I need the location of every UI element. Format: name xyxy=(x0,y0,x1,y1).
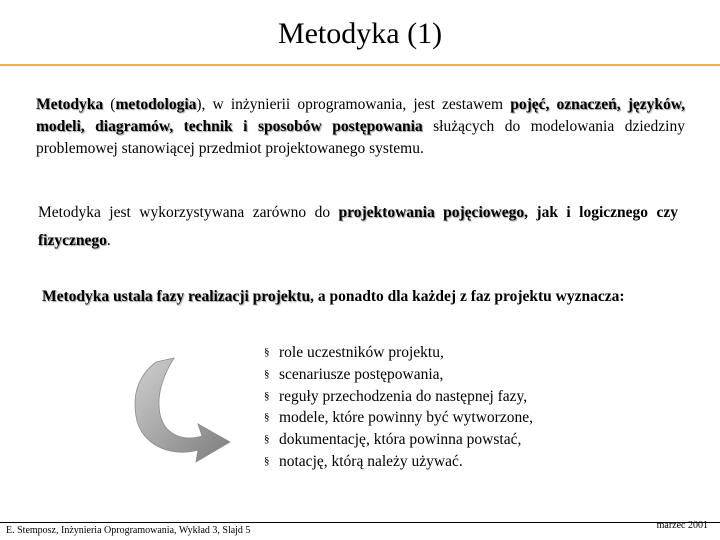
term-physical: fizycznego xyxy=(38,232,107,249)
list-item-text: scenariusze postępowania, xyxy=(279,365,444,383)
text-fragment: ( xyxy=(103,96,116,113)
list-item xyxy=(264,386,533,408)
list-item xyxy=(264,342,533,364)
phase-requirements-list xyxy=(264,342,533,473)
curved-arrow-icon xyxy=(126,354,236,464)
term-metodologia: metodologia xyxy=(115,96,197,113)
text-fragment: , a ponadto dla każdej z faz projektu wyznacza: xyxy=(310,288,625,305)
list-item xyxy=(264,451,533,473)
page-title: Metodyka (1) xyxy=(277,17,443,50)
bullet-mark: § xyxy=(264,454,270,467)
text-fragment: czy xyxy=(648,204,678,221)
paragraph-definition xyxy=(36,94,685,160)
text-fragment: ), w inżynierii oprogramowania, jest zestawem xyxy=(196,96,511,113)
paragraph-phases xyxy=(42,286,672,308)
list-item-text: role uczestników projektu, xyxy=(279,344,444,361)
list-item-text: dokumentację, która powinna powstać, xyxy=(279,431,522,449)
term-conceptual: projektowania pojęciowego xyxy=(338,204,525,221)
list-item xyxy=(264,407,533,429)
text-fragment: , jak i xyxy=(524,204,580,221)
bullet-mark: § xyxy=(264,411,270,424)
term-metodyka: Metodyka xyxy=(42,288,110,305)
term-phases: ustala fazy realizacji projektu xyxy=(113,288,311,305)
paragraph-usage xyxy=(38,199,678,255)
term-logical: logicznego xyxy=(579,204,649,221)
footer-credit: E. Stemposz, Inżynieria Oprogramowania, Wykład 3, Slajd 5 xyxy=(6,525,251,536)
list-item-text: reguły przechodzenia do następnej fazy, xyxy=(279,387,528,405)
list-item xyxy=(264,429,533,451)
bullet-mark: § xyxy=(264,346,270,358)
title-divider xyxy=(0,64,720,66)
term-metodyka: Metodyka xyxy=(36,96,104,113)
list-item xyxy=(264,364,533,386)
bullet-mark: § xyxy=(264,389,270,402)
bullet-mark: § xyxy=(264,433,270,446)
text-fragment: Metodyka jest wykorzystywana zarówno do xyxy=(38,204,339,221)
text-fragment: . xyxy=(106,232,111,249)
footer-date: marzec 2001 xyxy=(656,520,708,531)
list-item-text: modele, które powinny być wytworzone, xyxy=(279,409,533,427)
footer-divider xyxy=(0,522,720,523)
term-list: pojęć, oznaczeń, języków, modeli, diagramów, technik i sposobów postępowania xyxy=(36,96,685,135)
list-item-text: notację, którą należy używać. xyxy=(279,452,463,470)
bullet-mark: § xyxy=(264,367,270,380)
text-fragment: służących do modelowania dziedziny problemowej stanowiącej przedmiot projektowanego systemu. xyxy=(36,118,685,157)
